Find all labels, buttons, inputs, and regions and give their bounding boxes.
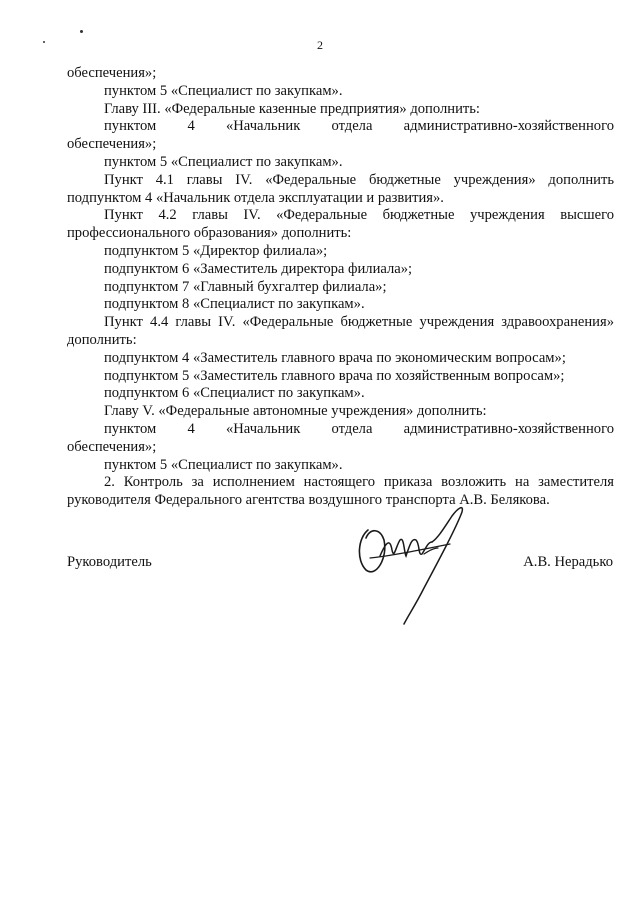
signatory-title: Руководитель bbox=[67, 554, 152, 570]
paragraph: подпунктом 6 «Заместитель директора филиала»; bbox=[104, 260, 413, 277]
page-number: 2 bbox=[317, 38, 323, 52]
paragraph: Главу V. «Федеральные автономные учреждения» дополнить: bbox=[104, 403, 487, 420]
paragraph: подпунктом 5 «Заместитель главного врача по хозяйственным вопросам»; bbox=[104, 367, 565, 384]
paragraph: пунктом 4 «Начальник отдела административно-хозяйственного bbox=[104, 420, 614, 437]
paragraph: пунктом 5 «Специалист по закупкам». bbox=[104, 153, 343, 170]
paragraph: пунктом 5 «Специалист по закупкам». bbox=[104, 456, 343, 473]
paragraph: подпунктом 4 «Заместитель главного врача по экономическим вопросам»; bbox=[104, 349, 566, 366]
paragraph: обеспечения»; bbox=[67, 136, 157, 153]
paragraph: подпунктом 5 «Директор филиала»; bbox=[104, 242, 328, 259]
paragraph: подпунктом 7 «Главный бухгалтер филиала»; bbox=[104, 278, 387, 295]
paragraph: пунктом 4 «Начальник отдела административно-хозяйственного bbox=[104, 118, 614, 135]
paragraph: Пункт 4.2 главы IV. «Федеральные бюджетные учреждения высшего профессионального образования» дополнить: bbox=[67, 207, 614, 242]
paragraph: пунктом 5 «Специалист по закупкам». bbox=[104, 82, 343, 99]
paragraph: Пункт 4.1 главы IV. «Федеральные бюджетные учреждения» дополнить подпунктом 4 «Начальник отдела эксплуатации и развития». bbox=[67, 171, 614, 206]
paragraph: Пункт 4.4 главы IV. «Федеральные бюджетные учреждения здравоохранения» дополнить: bbox=[67, 314, 614, 348]
scan-speck bbox=[80, 30, 83, 33]
handwritten-signature bbox=[340, 498, 480, 628]
paragraph: обеспечения»; bbox=[67, 438, 157, 455]
paragraph: подпунктом 6 «Специалист по закупкам». bbox=[104, 385, 365, 402]
document-body bbox=[67, 65, 614, 510]
paragraph: 2. Контроль за исполнением настоящего приказа возложить на заместителя руководителя Федерального агентства воздушного транспорта А.В. Белякова. bbox=[67, 474, 614, 509]
paragraph: Главу III. «Федеральные казенные предприятия» дополнить: bbox=[104, 100, 480, 117]
signatory-name: А.В. Нерадько bbox=[523, 554, 613, 570]
paragraph: подпунктом 8 «Специалист по закупкам». bbox=[104, 296, 365, 313]
paragraph: обеспечения»; bbox=[67, 65, 157, 81]
